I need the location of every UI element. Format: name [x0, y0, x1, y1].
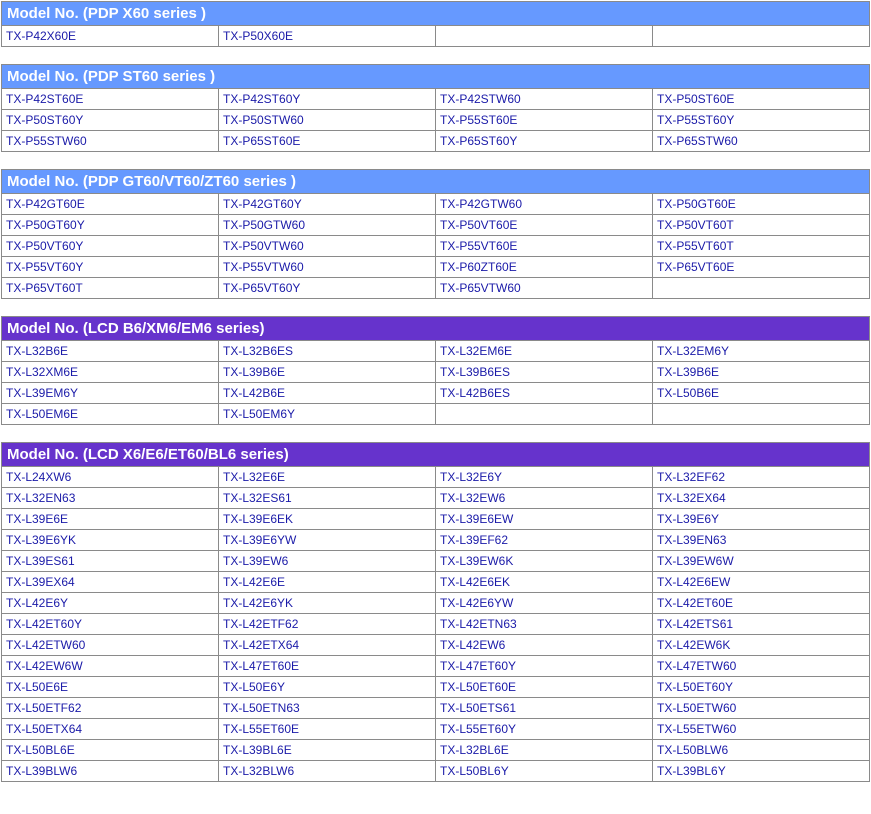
model-table-section-2: [1, 169, 870, 299]
model-link[interactable]: TX-L39EM6Y: [6, 386, 79, 400]
table-cell: [436, 740, 653, 761]
table-cell: [436, 488, 653, 509]
section-heading: Model No. (PDP GT60/VT60/ZT60 series ): [2, 170, 870, 194]
table-cell: [436, 635, 653, 656]
model-link[interactable]: TX-L32EF62: [657, 470, 726, 484]
table-cell: [436, 26, 653, 47]
model-link[interactable]: TX-P55ST60Y: [657, 113, 735, 127]
table-row: [2, 635, 870, 656]
table-cell: [436, 131, 653, 152]
table-cell: [653, 110, 870, 131]
model-link[interactable]: TX-L32EM6Y: [657, 344, 730, 358]
table-cell: [2, 467, 219, 488]
table-cell: [2, 341, 219, 362]
model-link[interactable]: TX-L39EN63: [657, 533, 727, 547]
table-cell: [653, 89, 870, 110]
table-row: [2, 719, 870, 740]
table-cell: [2, 509, 219, 530]
model-table-section-4: [1, 442, 870, 782]
model-link[interactable]: TX-L39BLW6: [6, 764, 78, 778]
table-cell: [219, 761, 436, 782]
table-cell: [2, 89, 219, 110]
table-cell: [2, 131, 219, 152]
model-link[interactable]: TX-L32EN63: [6, 491, 76, 505]
table-cell: [653, 740, 870, 761]
model-link[interactable]: TX-L39EW6W: [657, 554, 734, 568]
table-cell: [2, 383, 219, 404]
model-link[interactable]: TX-P55VT60T: [657, 239, 734, 253]
model-link[interactable]: TX-L32BLW6: [223, 764, 295, 778]
table-row: [2, 530, 870, 551]
model-link[interactable]: TX-P55VTW60: [223, 260, 304, 274]
model-link[interactable]: TX-L42E6EK: [440, 575, 511, 589]
model-link[interactable]: TX-L50ETW60: [657, 701, 737, 715]
table-cell: [219, 383, 436, 404]
table-cell: [653, 677, 870, 698]
model-link[interactable]: TX-L39EW6K: [440, 554, 514, 568]
model-table-section-1: [1, 64, 870, 152]
model-link[interactable]: TX-L55ET60E: [223, 722, 300, 736]
model-link[interactable]: TX-P55STW60: [6, 134, 87, 148]
table-row: [2, 215, 870, 236]
table-row: [2, 131, 870, 152]
table-row: [2, 341, 870, 362]
model-link[interactable]: TX-P50VTW60: [223, 239, 304, 253]
model-link[interactable]: TX-L42ET60Y: [6, 617, 83, 631]
table-cell: [219, 488, 436, 509]
model-link[interactable]: TX-P65ST60E: [223, 134, 301, 148]
table-row: [2, 89, 870, 110]
model-link[interactable]: TX-L47ET60E: [223, 659, 300, 673]
table-cell: [436, 110, 653, 131]
table-cell: [653, 761, 870, 782]
table-row: [2, 572, 870, 593]
section-heading: Model No. (LCD X6/E6/ET60/BL6 series): [2, 443, 870, 467]
table-cell: [219, 551, 436, 572]
table-cell: [219, 26, 436, 47]
table-row: [2, 551, 870, 572]
model-link[interactable]: TX-L39ES61: [6, 554, 75, 568]
model-link[interactable]: TX-L50ETN63: [223, 701, 300, 715]
table-row: [2, 656, 870, 677]
model-link[interactable]: TX-L42ET60E: [657, 596, 734, 610]
table-cell: [436, 551, 653, 572]
model-link[interactable]: TX-L39B6E: [223, 365, 286, 379]
table-cell: [653, 278, 870, 299]
table-row: [2, 110, 870, 131]
model-link[interactable]: TX-P42ST60Y: [223, 92, 301, 106]
table-cell: [2, 719, 219, 740]
table-cell: [2, 698, 219, 719]
model-link[interactable]: TX-L32EW6: [440, 491, 506, 505]
table-cell: [653, 341, 870, 362]
table-cell: [653, 131, 870, 152]
model-link[interactable]: TX-L42B6E: [223, 386, 286, 400]
table-cell: [219, 194, 436, 215]
model-link[interactable]: TX-P50STW60: [223, 113, 304, 127]
table-cell: [653, 509, 870, 530]
table-cell: [219, 110, 436, 131]
model-link[interactable]: TX-P65VT60Y: [223, 281, 301, 295]
table-cell: [653, 593, 870, 614]
table-cell: [653, 236, 870, 257]
table-cell: [219, 341, 436, 362]
model-link[interactable]: TX-P60ZT60E: [440, 260, 517, 274]
model-link[interactable]: TX-L32ES61: [223, 491, 292, 505]
model-link[interactable]: TX-L50E6E: [6, 680, 69, 694]
table-cell: [219, 593, 436, 614]
table-row: [2, 698, 870, 719]
table-cell: [653, 194, 870, 215]
table-cell: [653, 215, 870, 236]
table-cell: [436, 362, 653, 383]
table-cell: [436, 404, 653, 425]
table-cell: [219, 236, 436, 257]
model-link[interactable]: TX-L39E6EW: [440, 512, 514, 526]
table-row: [2, 488, 870, 509]
model-link[interactable]: TX-L50E6Y: [223, 680, 286, 694]
table-cell: [436, 761, 653, 782]
model-link[interactable]: TX-P42GTW60: [440, 197, 523, 211]
table-cell: [2, 656, 219, 677]
table-cell: [436, 236, 653, 257]
model-link[interactable]: TX-L47ET60Y: [440, 659, 517, 673]
table-cell: [219, 215, 436, 236]
table-cell: [2, 26, 219, 47]
model-link[interactable]: TX-L42E6Y: [6, 596, 69, 610]
model-link[interactable]: TX-L50BL6E: [6, 743, 75, 757]
model-link[interactable]: TX-P42GT60Y: [223, 197, 302, 211]
model-link[interactable]: TX-P42STW60: [440, 92, 521, 106]
table-cell: [2, 614, 219, 635]
table-row: [2, 236, 870, 257]
table-cell: [2, 110, 219, 131]
table-row: [2, 404, 870, 425]
table-cell: [436, 530, 653, 551]
model-link[interactable]: TX-P50ST60Y: [6, 113, 84, 127]
table-cell: [219, 614, 436, 635]
model-link[interactable]: TX-L39E6YK: [6, 533, 77, 547]
table-cell: [653, 383, 870, 404]
model-link[interactable]: TX-P50X60E: [223, 29, 294, 43]
model-link[interactable]: TX-P65ST60Y: [440, 134, 518, 148]
table-cell: [2, 362, 219, 383]
table-cell: [436, 257, 653, 278]
model-table-section-3: [1, 316, 870, 425]
model-link[interactable]: TX-L39EX64: [6, 575, 75, 589]
model-link[interactable]: TX-L32BL6E: [440, 743, 509, 757]
table-cell: [653, 530, 870, 551]
model-link[interactable]: TX-L50ETS61: [440, 701, 517, 715]
table-row: [2, 194, 870, 215]
model-link[interactable]: TX-P42GT60E: [6, 197, 85, 211]
table-cell: [219, 257, 436, 278]
model-link[interactable]: TX-L55ET60Y: [440, 722, 517, 736]
table-cell: [219, 635, 436, 656]
model-link[interactable]: TX-L50EM6E: [6, 407, 79, 421]
table-cell: [2, 236, 219, 257]
model-link[interactable]: TX-L39E6EK: [223, 512, 294, 526]
model-link[interactable]: TX-L32E6E: [223, 470, 286, 484]
table-cell: [653, 467, 870, 488]
model-link[interactable]: TX-L42E6EW: [657, 575, 731, 589]
table-cell: [653, 257, 870, 278]
table-cell: [219, 278, 436, 299]
model-link[interactable]: TX-L42E6YK: [223, 596, 294, 610]
model-link[interactable]: TX-P50VT60T: [657, 218, 734, 232]
table-row: [2, 593, 870, 614]
table-row: [2, 26, 870, 47]
model-link[interactable]: TX-L50BLW6: [657, 743, 729, 757]
table-cell: [436, 89, 653, 110]
table-row: [2, 278, 870, 299]
model-link[interactable]: TX-L42EW6W: [6, 659, 83, 673]
model-link[interactable]: TX-L39EF62: [440, 533, 509, 547]
model-link[interactable]: TX-P42X60E: [6, 29, 77, 43]
model-link[interactable]: TX-L42EW6K: [657, 638, 731, 652]
model-link[interactable]: TX-P50VT60Y: [6, 239, 84, 253]
table-cell: [653, 488, 870, 509]
model-link[interactable]: TX-L39E6YW: [223, 533, 297, 547]
table-cell: [2, 194, 219, 215]
table-cell: [219, 656, 436, 677]
model-link[interactable]: TX-L39E6E: [6, 512, 69, 526]
table-cell: [2, 677, 219, 698]
model-link[interactable]: TX-L42E6E: [223, 575, 286, 589]
model-link[interactable]: TX-L32XM6E: [6, 365, 79, 379]
table-cell: [436, 278, 653, 299]
table-row: [2, 509, 870, 530]
model-link[interactable]: TX-P65STW60: [657, 134, 738, 148]
table-cell: [2, 635, 219, 656]
table-cell: [219, 677, 436, 698]
model-link[interactable]: TX-P65VT60E: [657, 260, 735, 274]
model-link[interactable]: TX-P55ST60E: [440, 113, 518, 127]
model-link[interactable]: TX-L50BL6Y: [440, 764, 509, 778]
table-cell: [436, 719, 653, 740]
table-cell: [219, 698, 436, 719]
table-cell: [653, 698, 870, 719]
table-cell: [2, 488, 219, 509]
table-cell: [219, 572, 436, 593]
model-link[interactable]: TX-L39B6E: [657, 365, 720, 379]
model-link[interactable]: TX-L42ETS61: [657, 617, 734, 631]
model-link[interactable]: TX-L32B6E: [6, 344, 69, 358]
model-link[interactable]: TX-L50ETX64: [6, 722, 83, 736]
table-cell: [219, 530, 436, 551]
model-link[interactable]: TX-L50EM6Y: [223, 407, 296, 421]
model-link[interactable]: TX-L47ETW60: [657, 659, 737, 673]
table-cell: [653, 635, 870, 656]
table-cell: [2, 530, 219, 551]
table-cell: [653, 551, 870, 572]
model-link[interactable]: TX-L39BL6E: [223, 743, 292, 757]
model-link[interactable]: TX-P65VT60T: [6, 281, 83, 295]
table-cell: [653, 572, 870, 593]
table-row: [2, 677, 870, 698]
table-row: [2, 761, 870, 782]
table-cell: [2, 740, 219, 761]
model-link[interactable]: TX-L24XW6: [6, 470, 72, 484]
table-row: [2, 614, 870, 635]
model-link[interactable]: TX-L32B6ES: [223, 344, 294, 358]
table-cell: [2, 761, 219, 782]
table-cell: [653, 614, 870, 635]
model-link[interactable]: TX-P50GT60E: [657, 197, 736, 211]
section-heading: Model No. (PDP ST60 series ): [2, 65, 870, 89]
model-link[interactable]: TX-L42ETW60: [6, 638, 86, 652]
model-link[interactable]: TX-P50GT60Y: [6, 218, 85, 232]
model-link[interactable]: TX-L42E6YW: [440, 596, 514, 610]
table-row: [2, 383, 870, 404]
table-cell: [219, 404, 436, 425]
table-cell: [653, 719, 870, 740]
table-cell: [219, 362, 436, 383]
table-cell: [219, 719, 436, 740]
model-link[interactable]: TX-L32E6Y: [440, 470, 503, 484]
table-cell: [436, 383, 653, 404]
table-cell: [653, 404, 870, 425]
model-link[interactable]: TX-P65VTW60: [440, 281, 521, 295]
table-cell: [436, 698, 653, 719]
table-cell: [2, 215, 219, 236]
table-cell: [653, 362, 870, 383]
table-cell: [219, 509, 436, 530]
table-cell: [2, 278, 219, 299]
table-cell: [436, 656, 653, 677]
table-cell: [436, 194, 653, 215]
table-cell: [436, 677, 653, 698]
table-cell: [2, 572, 219, 593]
table-row: [2, 257, 870, 278]
table-cell: [436, 467, 653, 488]
model-link[interactable]: TX-L42EW6: [440, 638, 506, 652]
table-row: [2, 740, 870, 761]
model-link[interactable]: TX-P42ST60E: [6, 92, 84, 106]
table-row: [2, 362, 870, 383]
model-link[interactable]: TX-P50GTW60: [223, 218, 306, 232]
table-cell: [219, 89, 436, 110]
section-heading: Model No. (LCD B6/XM6/EM6 series): [2, 317, 870, 341]
table-cell: [2, 404, 219, 425]
model-table-section-0: [1, 1, 870, 47]
table-cell: [436, 614, 653, 635]
model-link[interactable]: TX-L32EX64: [657, 491, 726, 505]
section-heading: Model No. (PDP X60 series ): [2, 2, 870, 26]
model-link[interactable]: TX-L39EW6: [223, 554, 289, 568]
table-cell: [219, 131, 436, 152]
table-cell: [436, 509, 653, 530]
model-link[interactable]: TX-P55VT60E: [440, 239, 518, 253]
table-cell: [219, 467, 436, 488]
table-cell: [436, 593, 653, 614]
model-link[interactable]: TX-P50VT60E: [440, 218, 518, 232]
table-row: [2, 467, 870, 488]
model-link[interactable]: TX-P50ST60E: [657, 92, 735, 106]
table-cell: [2, 257, 219, 278]
model-link[interactable]: TX-P55VT60Y: [6, 260, 84, 274]
table-cell: [2, 551, 219, 572]
model-link[interactable]: TX-L50B6E: [657, 386, 720, 400]
model-link[interactable]: TX-L39B6ES: [440, 365, 511, 379]
table-cell: [653, 656, 870, 677]
table-cell: [653, 26, 870, 47]
model-link[interactable]: TX-L50ET60E: [440, 680, 517, 694]
model-link[interactable]: TX-L42B6ES: [440, 386, 511, 400]
model-link[interactable]: TX-L42ETN63: [440, 617, 517, 631]
model-link[interactable]: TX-L50ETF62: [6, 701, 82, 715]
table-cell: [436, 341, 653, 362]
model-link[interactable]: TX-L42ETX64: [223, 638, 300, 652]
model-link[interactable]: TX-L42ETF62: [223, 617, 299, 631]
table-cell: [436, 215, 653, 236]
model-link[interactable]: TX-L50ET60Y: [657, 680, 734, 694]
model-link[interactable]: TX-L39E6Y: [657, 512, 720, 526]
table-cell: [2, 593, 219, 614]
model-link[interactable]: TX-L32EM6E: [440, 344, 513, 358]
table-cell: [219, 740, 436, 761]
model-link[interactable]: TX-L55ETW60: [657, 722, 737, 736]
table-cell: [436, 572, 653, 593]
model-link[interactable]: TX-L39BL6Y: [657, 764, 726, 778]
